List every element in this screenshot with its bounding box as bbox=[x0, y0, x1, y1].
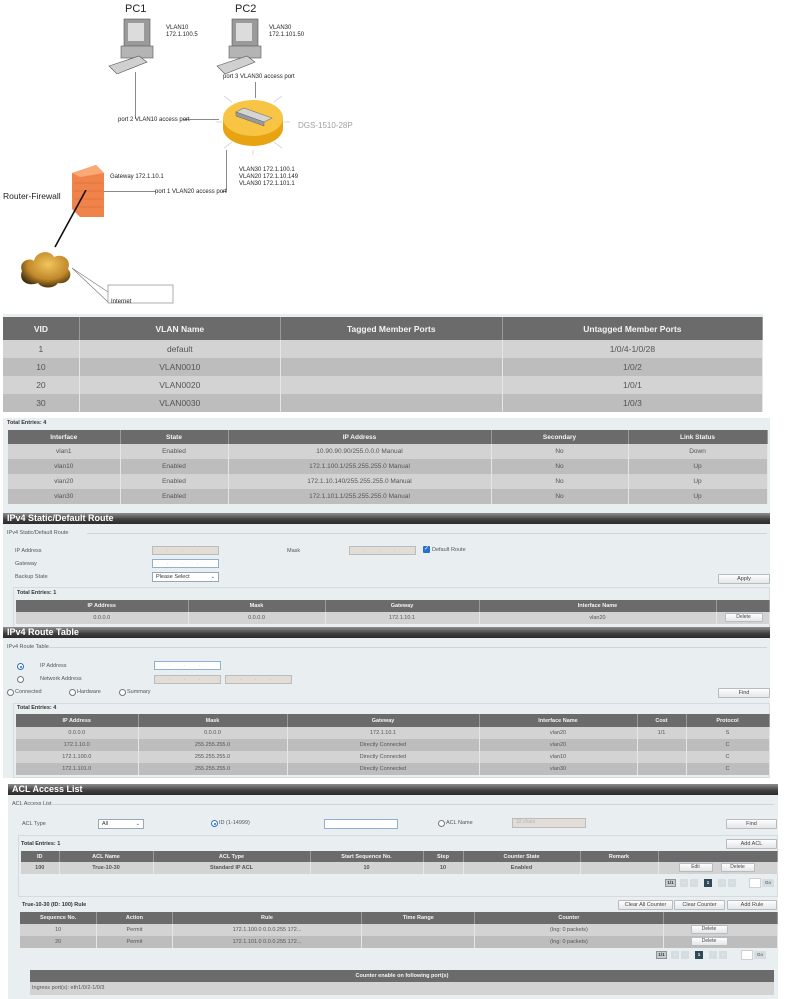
page-input[interactable] bbox=[741, 950, 753, 960]
table-row bbox=[3, 358, 763, 376]
col-link-status: Link Status bbox=[628, 430, 767, 444]
acl-name-radio[interactable] bbox=[438, 820, 445, 827]
untagged-cell: 1/0/1 bbox=[502, 376, 762, 394]
vid-cell: 20 bbox=[3, 376, 79, 394]
state-cell: Enabled bbox=[120, 459, 228, 474]
col-vlan-name: VLAN Name bbox=[79, 317, 280, 340]
counter-ports-header: Counter enable on following port(s) bbox=[30, 970, 774, 982]
route-ip-input[interactable]: . . . bbox=[154, 661, 221, 670]
network-address-input[interactable]: . . . bbox=[154, 675, 221, 684]
link-status-cell: Up bbox=[628, 489, 767, 504]
rule-cell: 172.1.100.0 0.0.0.255 172... bbox=[172, 924, 362, 936]
acl-page-count: 1/1 bbox=[665, 879, 676, 887]
col-cost: Cost bbox=[637, 714, 686, 727]
acl-panel bbox=[8, 795, 778, 999]
table-row bbox=[21, 862, 777, 874]
actions-cell bbox=[663, 936, 777, 948]
pc2-ip: 172.1.101.50 bbox=[269, 32, 305, 38]
fieldset-divider bbox=[49, 647, 767, 648]
vid-cell: 1 bbox=[3, 340, 79, 358]
backup-state-select[interactable] bbox=[152, 572, 219, 582]
col-actions bbox=[663, 912, 777, 924]
gateway-label: Gateway bbox=[15, 561, 37, 567]
ip-address-label: IP Address bbox=[40, 663, 67, 669]
counter-ports-value: Ingress port(s): eth1/0/2-1/0/3 bbox=[30, 982, 774, 995]
static-route-title: IPv4 Static/Default Route bbox=[3, 513, 770, 524]
sequence-cell: 10 bbox=[20, 924, 97, 936]
pc1-vlan: VLAN10 bbox=[166, 25, 189, 31]
acl-name-input[interactable]: 32 chars bbox=[512, 818, 586, 828]
col-gateway: Gateway bbox=[287, 714, 479, 727]
vid-cell: 10 bbox=[3, 358, 79, 376]
mask-label: Mask bbox=[287, 548, 301, 554]
interface-cell: vlan20 bbox=[479, 727, 637, 739]
acl-id-label: ID (1-14999) bbox=[219, 820, 250, 826]
find-button[interactable]: Find bbox=[718, 688, 770, 698]
col-ip-address: IP Address bbox=[228, 430, 491, 444]
vlan-name-cell: VLAN0020 bbox=[79, 376, 280, 394]
ip-cell: 172.1.10.140/255.255.255.0 Manual bbox=[228, 474, 491, 489]
acl-name-cell: True-10-30 bbox=[59, 862, 153, 874]
col-interface: Interface bbox=[8, 430, 120, 444]
hardware-label: Hardware bbox=[77, 689, 101, 695]
backup-state-value: Please Select bbox=[156, 574, 190, 580]
pc1-label: PC1 bbox=[125, 3, 147, 15]
acl-id-radio[interactable] bbox=[211, 820, 218, 827]
table-row bbox=[8, 489, 767, 504]
state-cell: Enabled bbox=[120, 489, 228, 504]
ip-cell: 172.1.100.1/255.255.255.0 Manual bbox=[228, 459, 491, 474]
protocol-cell: C bbox=[686, 739, 769, 751]
prev-page-icon[interactable]: ‹ bbox=[681, 951, 689, 959]
chevron-down-icon: ⌄ bbox=[210, 574, 215, 580]
gateway-input[interactable]: . . . bbox=[152, 559, 219, 568]
action-cell: Permit bbox=[97, 924, 172, 936]
pc2-label: PC2 bbox=[235, 3, 257, 15]
step-cell: 10 bbox=[423, 862, 463, 874]
rule-cell: 172.1.101.0 0.0.0.255 172... bbox=[172, 936, 362, 948]
state-cell: Enabled bbox=[120, 444, 228, 459]
add-rule-button[interactable]: Add Rule bbox=[727, 900, 777, 910]
acl-title: ACL Access List bbox=[8, 784, 778, 795]
last-page-icon[interactable]: » bbox=[728, 879, 736, 887]
acl-table bbox=[21, 851, 778, 874]
table-row bbox=[20, 936, 778, 948]
ip-address-input[interactable]: . . . bbox=[152, 546, 219, 555]
cost-cell: 1/1 bbox=[637, 727, 686, 739]
interface-table bbox=[8, 430, 768, 504]
acl-type-select[interactable] bbox=[98, 819, 144, 829]
acl-type-label: ACL Type bbox=[22, 821, 46, 827]
summary-radio[interactable] bbox=[119, 689, 126, 696]
secondary-cell: No bbox=[491, 489, 628, 504]
default-route-label: Default Route bbox=[432, 547, 466, 553]
link-status-cell: Down bbox=[628, 444, 767, 459]
remark-cell bbox=[580, 862, 658, 874]
router-label: Router-Firewall bbox=[3, 191, 61, 201]
prev-page-icon[interactable]: ‹ bbox=[690, 879, 698, 887]
mask-cell: 255.255.255.0 bbox=[138, 751, 287, 763]
col-time-range: Time Range bbox=[362, 912, 475, 924]
apply-button[interactable]: Apply bbox=[718, 574, 770, 584]
col-mask: Mask bbox=[188, 600, 325, 612]
col-action: Action bbox=[97, 912, 172, 924]
gateway-label: Gateway 172.1.10.1 bbox=[110, 174, 164, 180]
interface-cell: vlan30 bbox=[8, 489, 120, 504]
backup-state-label: Backup State bbox=[15, 574, 48, 580]
current-page[interactable]: 1 bbox=[704, 879, 712, 887]
pc2-computer-icon bbox=[215, 16, 273, 74]
rule-table bbox=[20, 912, 778, 948]
actions-cell bbox=[658, 862, 777, 874]
switch-name: DGS-1510-28P bbox=[298, 121, 353, 130]
gateway-cell: Directly Connected bbox=[287, 739, 479, 751]
protocol-cell: C bbox=[686, 751, 769, 763]
route-table-title: IPv4 Route Table bbox=[3, 627, 770, 638]
chevron-down-icon: ⌄ bbox=[135, 821, 140, 827]
add-acl-button[interactable]: Add ACL bbox=[726, 839, 777, 849]
actions-cell bbox=[663, 924, 777, 936]
route-table-panel bbox=[3, 638, 770, 778]
table-row bbox=[16, 763, 769, 775]
hardware-radio[interactable] bbox=[69, 689, 76, 696]
col-acl-name: ACL Name bbox=[59, 851, 153, 862]
col-sequence: Sequence No. bbox=[20, 912, 97, 924]
switch-icon bbox=[212, 88, 294, 156]
rule-title: True-10-30 (ID: 100) Rule bbox=[22, 902, 87, 908]
vlan-name-cell: VLAN0030 bbox=[79, 394, 280, 412]
vlan-table-panel bbox=[3, 314, 763, 412]
delete-button[interactable]: Delete bbox=[691, 937, 728, 946]
tagged-cell bbox=[280, 394, 502, 412]
gateway-cell: 172.1.10.1 bbox=[287, 727, 479, 739]
network-address-label: Network Address bbox=[40, 676, 82, 682]
pc2-vlan: VLAN30 bbox=[269, 25, 292, 31]
tagged-cell bbox=[280, 340, 502, 358]
go-button[interactable]: Go bbox=[762, 879, 774, 887]
table-row bbox=[16, 751, 769, 763]
col-remark: Remark bbox=[580, 851, 658, 862]
rule-page-count: 1/1 bbox=[656, 951, 667, 959]
cost-cell bbox=[637, 751, 686, 763]
action-cell: Permit bbox=[97, 936, 172, 948]
col-untagged: Untagged Member Ports bbox=[502, 317, 762, 340]
col-vid: VID bbox=[3, 317, 79, 340]
acl-id-input[interactable] bbox=[324, 819, 398, 829]
interface-cell: vlan20 bbox=[8, 474, 120, 489]
link-status-cell: Up bbox=[628, 474, 767, 489]
interface-cell: vlan20 bbox=[479, 612, 716, 624]
clear-counter-button[interactable]: Clear Counter bbox=[674, 900, 725, 910]
network-address-radio[interactable] bbox=[17, 676, 24, 683]
table-row bbox=[16, 612, 769, 624]
summary-label: Summary bbox=[127, 689, 151, 695]
untagged-cell: 1/0/3 bbox=[502, 394, 762, 412]
tagged-cell bbox=[280, 376, 502, 394]
ip-cell: 172.1.101.0 bbox=[16, 763, 138, 775]
route-total: Total Entries: 4 bbox=[17, 705, 57, 711]
interface-cell: vlan20 bbox=[479, 739, 637, 751]
col-actions bbox=[658, 851, 777, 862]
acl-find-button[interactable]: Find bbox=[726, 819, 777, 829]
col-secondary: Secondary bbox=[491, 430, 628, 444]
col-mask: Mask bbox=[138, 714, 287, 727]
pc2-port-label: port 3 VLAN30 access port bbox=[223, 74, 295, 80]
acl-total: Total Entries: 1 bbox=[21, 841, 61, 847]
interface-total: Total Entries: 4 bbox=[7, 420, 47, 426]
static-route-total: Total Entries: 1 bbox=[17, 590, 57, 596]
col-id: ID bbox=[21, 851, 59, 862]
vid-cell: 30 bbox=[3, 394, 79, 412]
time-range-cell bbox=[362, 936, 475, 948]
col-protocol: Protocol bbox=[686, 714, 769, 727]
mask-input[interactable]: . . . bbox=[349, 546, 416, 555]
page-input[interactable] bbox=[749, 878, 761, 888]
first-page-icon[interactable]: « bbox=[671, 951, 679, 959]
table-row bbox=[3, 394, 763, 412]
pc1-port-label: port 2 VLAN10 access port bbox=[118, 117, 190, 123]
pc1-ip: 172.1.100.5 bbox=[166, 32, 198, 38]
edit-button[interactable]: Edit bbox=[679, 863, 713, 872]
link-status-cell: Up bbox=[628, 459, 767, 474]
fieldset-divider bbox=[87, 533, 767, 534]
acl-type-cell: Standard IP ACL bbox=[153, 862, 310, 874]
col-tagged: Tagged Member Ports bbox=[280, 317, 502, 340]
col-interface-name: Interface Name bbox=[479, 600, 716, 612]
col-interface-name: Interface Name bbox=[479, 714, 637, 727]
col-counter: Counter bbox=[475, 912, 663, 924]
clear-all-counter-button[interactable]: Clear All Counter bbox=[618, 900, 673, 910]
static-route-panel bbox=[3, 524, 770, 628]
table-row bbox=[16, 727, 769, 739]
table-row bbox=[8, 444, 767, 459]
interface-cell: vlan10 bbox=[8, 459, 120, 474]
interface-cell: vlan1 bbox=[8, 444, 120, 459]
col-gateway: Gateway bbox=[325, 600, 479, 612]
col-counter-state: Counter State bbox=[463, 851, 580, 862]
cost-cell bbox=[637, 763, 686, 775]
default-route-checkbox[interactable]: ✓ bbox=[423, 546, 430, 552]
vlan-name-cell: VLAN0010 bbox=[79, 358, 280, 376]
col-ip-address: IP Address bbox=[16, 600, 188, 612]
delete-button[interactable]: Delete bbox=[721, 863, 755, 872]
protocol-cell: C bbox=[686, 763, 769, 775]
mask-cell: 0.0.0.0 bbox=[138, 727, 287, 739]
static-route-results bbox=[13, 587, 770, 628]
current-page[interactable]: 1 bbox=[695, 951, 703, 959]
gateway-cell: Directly Connected bbox=[287, 751, 479, 763]
static-route-fieldset-label: IPv4 Static/Default Route bbox=[7, 530, 69, 536]
next-page-icon[interactable]: › bbox=[709, 951, 717, 959]
untagged-cell: 1/0/2 bbox=[502, 358, 762, 376]
internet-label: Internet bbox=[111, 299, 132, 305]
ip-cell: 172.1.10.0 bbox=[16, 739, 138, 751]
col-acl-type: ACL Type bbox=[153, 851, 310, 862]
vlan-name-cell: default bbox=[79, 340, 280, 358]
ip-cell: 172.1.100.0 bbox=[16, 751, 138, 763]
fieldset-divider bbox=[52, 804, 774, 805]
first-page-icon[interactable]: « bbox=[680, 879, 688, 887]
id-cell: 100 bbox=[21, 862, 59, 874]
last-page-icon[interactable]: » bbox=[719, 951, 727, 959]
secondary-cell: No bbox=[491, 474, 628, 489]
network-mask-input[interactable]: . . . bbox=[225, 675, 292, 684]
col-ip-address: IP Address bbox=[16, 714, 138, 727]
cost-cell bbox=[637, 739, 686, 751]
acl-fieldset-label: ACL Access List bbox=[12, 801, 52, 807]
state-cell: Enabled bbox=[120, 474, 228, 489]
acl-results bbox=[18, 835, 778, 897]
mask-cell: 0.0.0.0 bbox=[188, 612, 325, 624]
connected-label: Connected bbox=[15, 689, 42, 695]
table-row bbox=[8, 459, 767, 474]
col-state: State bbox=[120, 430, 228, 444]
table-row bbox=[8, 474, 767, 489]
switch-ip-2: VLAN20 172.1.10.149 bbox=[239, 174, 299, 180]
route-results bbox=[13, 703, 770, 778]
vlan-table bbox=[3, 317, 763, 412]
delete-button[interactable]: Delete bbox=[691, 925, 728, 934]
mask-cell: 255.255.255.0 bbox=[138, 739, 287, 751]
secondary-cell: No bbox=[491, 444, 628, 459]
counter-state-cell: Enabled bbox=[463, 862, 580, 874]
counter-cell: (Ing: 0 packets) bbox=[475, 924, 663, 936]
next-page-icon[interactable]: › bbox=[718, 879, 726, 887]
connected-radio[interactable] bbox=[7, 689, 14, 696]
start-seq-cell: 10 bbox=[310, 862, 423, 874]
table-row bbox=[20, 924, 778, 936]
time-range-cell bbox=[362, 924, 475, 936]
untagged-cell: 1/0/4-1/0/28 bbox=[502, 340, 762, 358]
acl-name-label: ACL Name bbox=[446, 820, 473, 826]
interface-cell: vlan10 bbox=[479, 751, 637, 763]
ip-cell: 172.1.101.1/255.255.255.0 Manual bbox=[228, 489, 491, 504]
pc1-computer-icon bbox=[107, 16, 165, 74]
network-diagram bbox=[0, 0, 786, 312]
gateway-cell: Directly Connected bbox=[287, 763, 479, 775]
protocol-cell: S bbox=[686, 727, 769, 739]
counter-cell: (Ing: 0 packets) bbox=[475, 936, 663, 948]
switch-ip-3: VLAN30 172.1.101.1 bbox=[239, 181, 295, 187]
table-row bbox=[16, 739, 769, 751]
internet-cloud-icon bbox=[16, 243, 76, 291]
interface-cell: vlan30 bbox=[479, 763, 637, 775]
ip-address-radio[interactable] bbox=[17, 663, 24, 670]
col-rule: Rule bbox=[172, 912, 362, 924]
acl-type-value: All bbox=[102, 821, 109, 827]
router-port-label: port 1 VLAN20 access port bbox=[155, 189, 227, 195]
interface-panel bbox=[3, 418, 770, 513]
col-step: Step bbox=[423, 851, 463, 862]
route-table bbox=[16, 714, 770, 775]
ip-address-label: IP Address bbox=[15, 548, 42, 554]
route-table-fieldset-label: IPv4 Route Table bbox=[7, 644, 49, 650]
tagged-cell bbox=[280, 358, 502, 376]
static-route-table bbox=[16, 600, 770, 624]
table-row bbox=[3, 376, 763, 394]
col-actions bbox=[716, 600, 769, 612]
ip-cell: 0.0.0.0 bbox=[16, 727, 138, 739]
table-row bbox=[3, 340, 763, 358]
ip-cell: 10.90.90.90/255.0.0.0 Manual bbox=[228, 444, 491, 459]
sequence-cell: 20 bbox=[20, 936, 97, 948]
pc1-link-line bbox=[135, 72, 136, 119]
switch-down-line bbox=[226, 150, 227, 192]
ip-cell: 0.0.0.0 bbox=[16, 612, 188, 624]
delete-button[interactable]: Delete bbox=[725, 613, 763, 622]
mask-cell: 255.255.255.0 bbox=[138, 763, 287, 775]
switch-ip-1: VLAN30 172.1.100.1 bbox=[239, 167, 295, 173]
actions-cell bbox=[716, 612, 769, 624]
go-button[interactable]: Go bbox=[754, 951, 766, 959]
gateway-cell: 172.1.10.1 bbox=[325, 612, 479, 624]
secondary-cell: No bbox=[491, 459, 628, 474]
col-start-seq: Start Sequence No. bbox=[310, 851, 423, 862]
